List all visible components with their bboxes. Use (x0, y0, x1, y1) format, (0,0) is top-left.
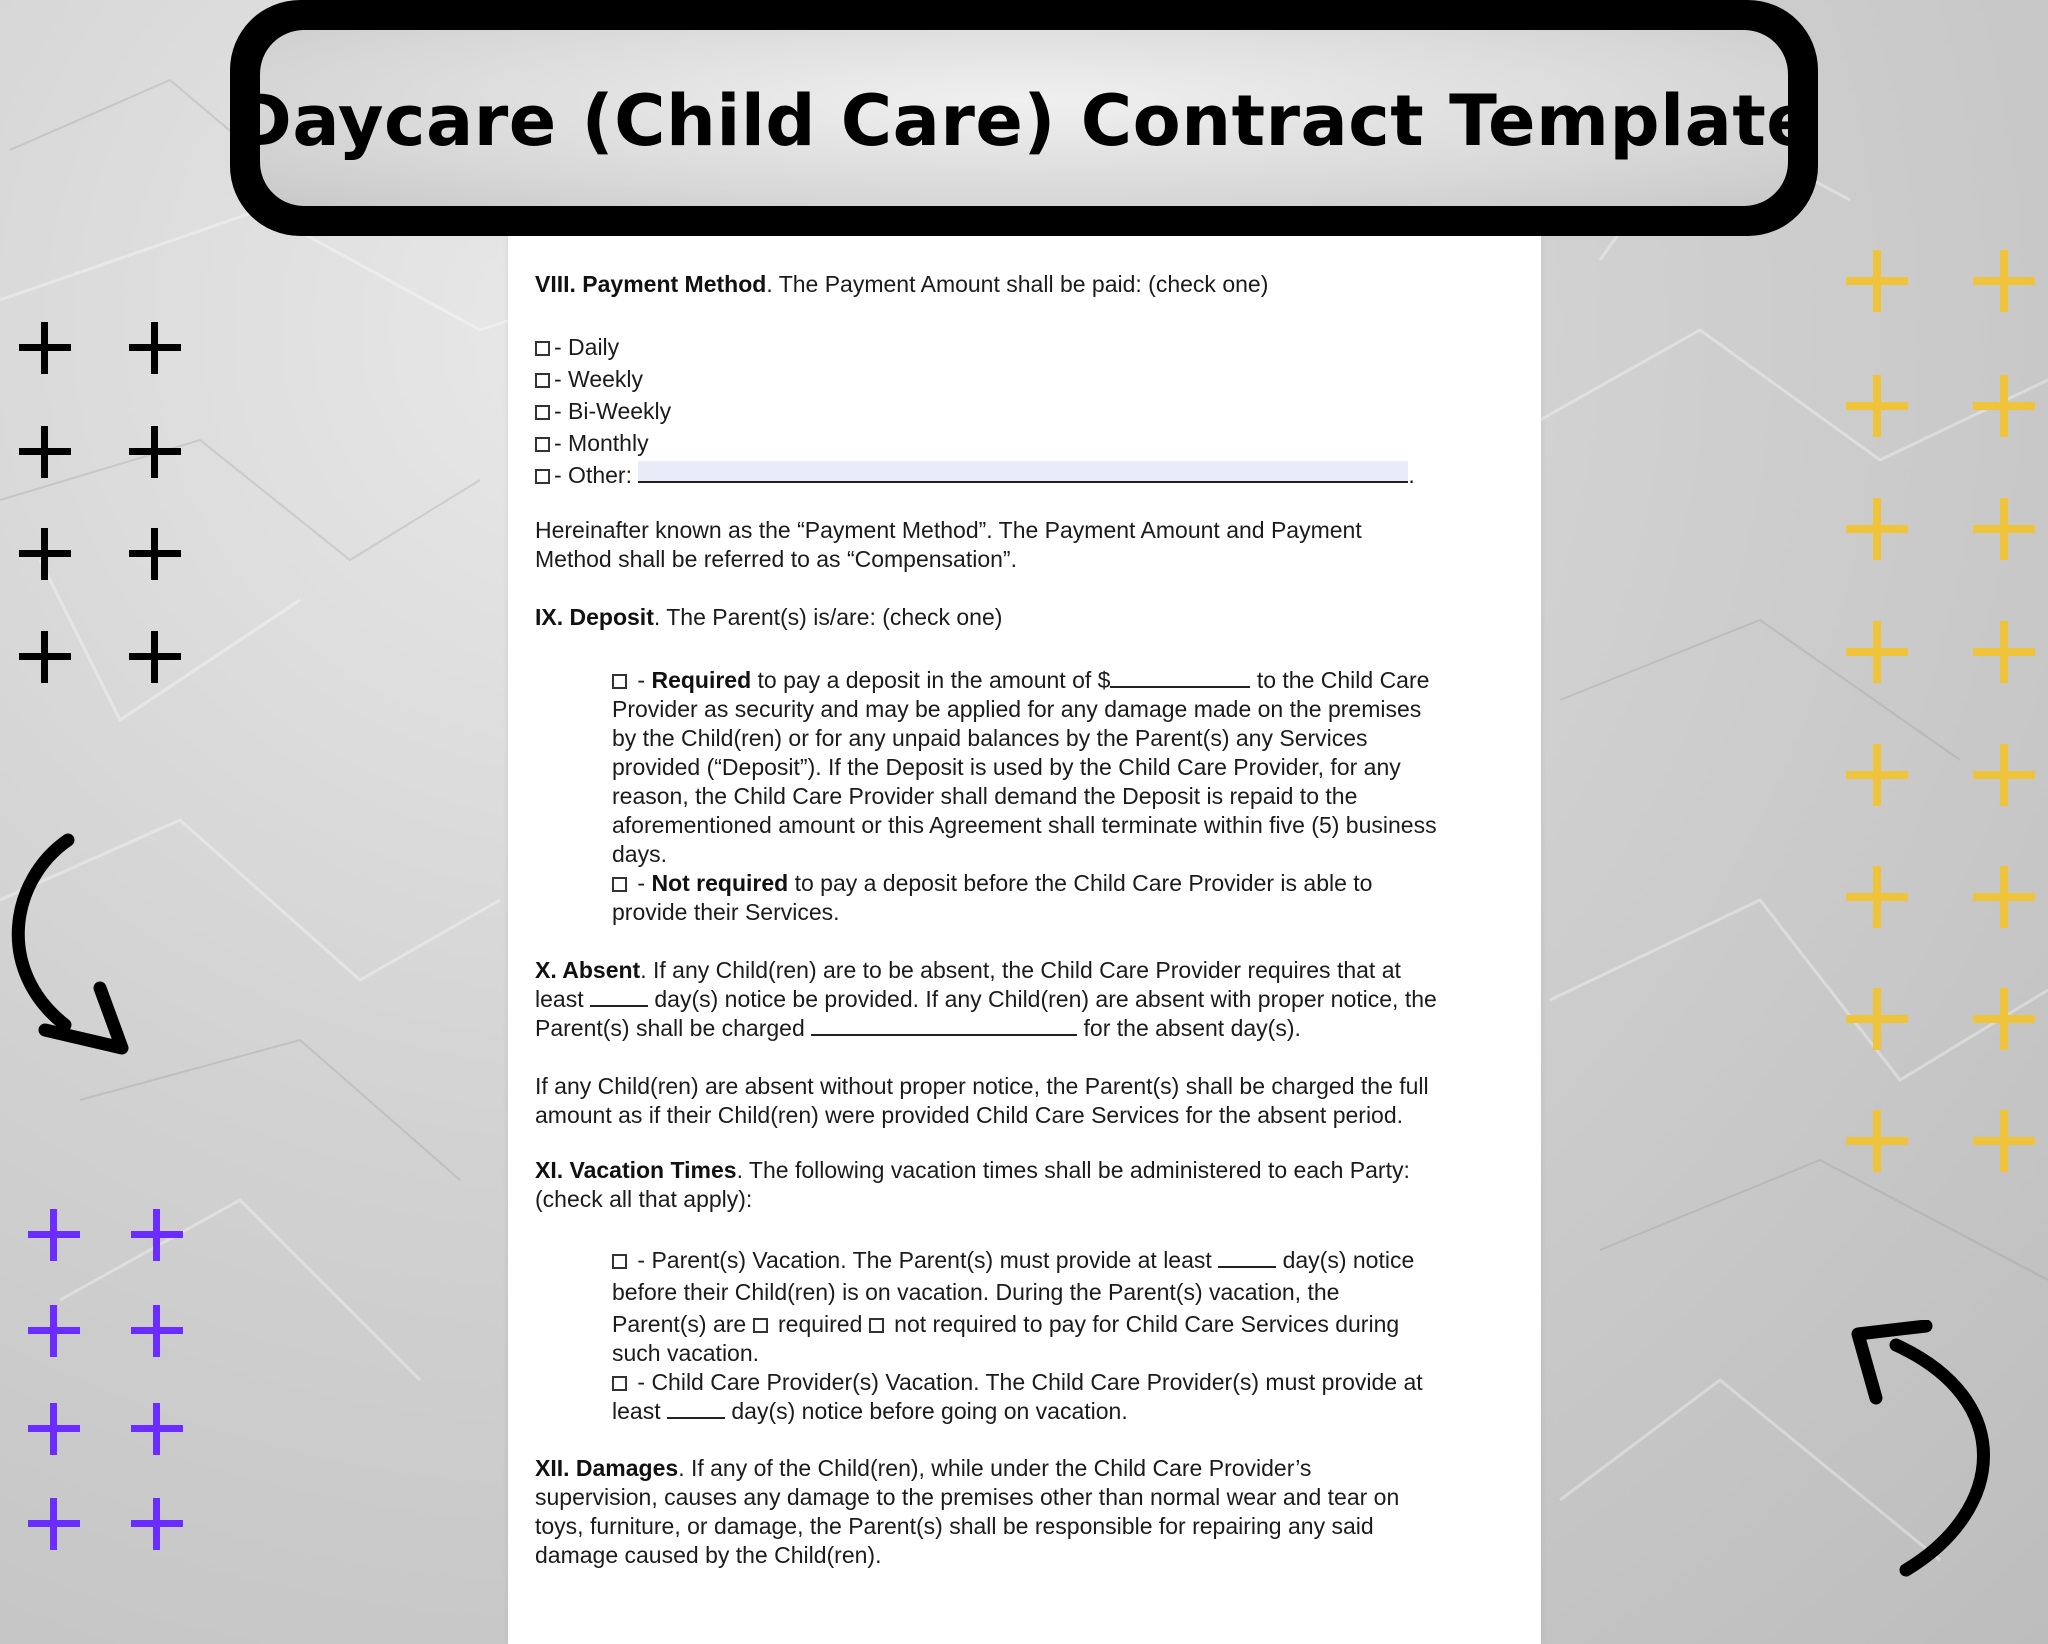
required-line: days. (612, 841, 667, 867)
section-text: . If any of the Child(ren), while under the Child Care Provider’s (678, 1455, 1312, 1481)
required-line: by the Child(ren) or for any unpaid balances by the Parent(s) any Services (612, 725, 1368, 751)
plus-icon (1846, 375, 1908, 437)
plus-icon (1846, 744, 1908, 806)
text: before their Child(ren) is on vacation. During the Parent(s) vacation, the (612, 1279, 1340, 1305)
plus-icon (131, 1305, 183, 1357)
text: required (771, 1311, 869, 1337)
plus-icon (1846, 988, 1908, 1050)
parent-vacation-option (612, 1246, 1525, 1368)
option-weekly (535, 365, 1525, 394)
section-heading: XI. Vacation Times (535, 1157, 737, 1183)
deposit-not-required-option (612, 869, 1525, 927)
plus-icon (129, 426, 181, 478)
section-text: . The Parent(s) is/are: (check one) (653, 604, 1003, 630)
provider-vacation-option (612, 1368, 1525, 1426)
section-heading: IX. Deposit (535, 604, 654, 630)
curved-arrow-icon (1846, 1320, 2016, 1580)
checkbox[interactable] (753, 1318, 768, 1333)
text: day(s) notice be provided. If any Child(ren) are absent with proper notice, the (647, 986, 1437, 1012)
required-line: reason, the Child Care Provider shall demand the Deposit is repaid to the (612, 783, 1358, 809)
section-text: . The following vacation times shall be administered to each Party: (736, 1157, 1410, 1183)
section-ix (535, 603, 1525, 632)
text: day(s) notice (1276, 1247, 1415, 1273)
not-required-line: provide their Services. (612, 899, 840, 925)
plus-icon (28, 1305, 80, 1357)
plus-icon (19, 426, 71, 478)
plus-icon (131, 1498, 183, 1550)
text: least (535, 986, 590, 1012)
page-title: Daycare (Child Care) Contract Template (233, 80, 1815, 162)
plus-icon (1846, 250, 1908, 312)
section-xii (535, 1454, 1525, 1483)
checkbox[interactable] (869, 1318, 884, 1333)
required-text: to pay a deposit in the amount of $ (751, 667, 1111, 693)
option-label: - Monthly (554, 430, 649, 456)
plus-icon (131, 1209, 183, 1261)
provider-notice-field[interactable] (667, 1397, 725, 1419)
plus-icon (28, 1498, 80, 1550)
text: - Parent(s) Vacation. The Parent(s) must provide at least (631, 1247, 1219, 1273)
section-heading: VIII. Payment Method (535, 271, 767, 297)
parent-notice-field[interactable] (1218, 1246, 1276, 1268)
section-heading: X. Absent (535, 957, 641, 983)
plus-icon (1973, 621, 2035, 683)
required-line: Provider as security and may be applied for any damage made on the premises (612, 696, 1422, 722)
text: - Child Care Provider(s) Vacation. The Child Care Provider(s) must provide at (631, 1369, 1423, 1395)
checkbox[interactable] (612, 674, 627, 689)
plus-icon (28, 1209, 80, 1261)
checkbox[interactable] (535, 437, 550, 452)
damages-line2: supervision, causes any damage to the premises other than normal wear and tear on (535, 1484, 1400, 1510)
section-xi (535, 1156, 1525, 1185)
option-prefix: - (631, 870, 652, 896)
plus-icon (129, 528, 181, 580)
option-daily (535, 333, 1525, 362)
section-viii (535, 270, 1525, 299)
payment-method-para-line2: Method shall be referred to as “Compensation”. (535, 546, 1017, 572)
plus-icon (1973, 744, 2035, 806)
option-label: - Weekly (554, 366, 644, 392)
checkbox[interactable] (612, 1254, 627, 1269)
required-label: Required (651, 667, 752, 693)
other-end: . (1408, 462, 1415, 488)
absent-para2-line2: amount as if their Child(ren) were provided Child Care Services for the absent period. (535, 1102, 1404, 1128)
damages-line4: damage caused by the Child(ren). (535, 1542, 882, 1568)
section-xi-line2: (check all that apply): (535, 1186, 753, 1212)
plus-icon (1973, 988, 2035, 1050)
checkbox[interactable] (612, 877, 627, 892)
checkbox[interactable] (535, 405, 550, 420)
plus-icon (1973, 1110, 2035, 1172)
option-label: - Bi-Weekly (554, 398, 672, 424)
plus-icon (129, 631, 181, 683)
option-label: - Daily (554, 334, 620, 360)
option-label: - Other: (554, 462, 632, 488)
checkbox[interactable] (612, 1376, 627, 1391)
curved-arrow-icon (0, 830, 140, 1060)
payment-method-para-line1: Hereinafter known as the “Payment Method”. The Payment Amount and Payment (535, 517, 1362, 543)
text: Parent(s) shall be charged (535, 1015, 812, 1041)
notice-days-field[interactable] (590, 985, 648, 1007)
plus-icon (1846, 498, 1908, 560)
checkbox[interactable] (535, 373, 550, 388)
plus-icon (28, 1403, 80, 1455)
plus-icon (1846, 621, 1908, 683)
deposit-amount-field[interactable] (1110, 666, 1250, 688)
absent-para2-line1: If any Child(ren) are absent without proper notice, the Parent(s) shall be charged the full (535, 1073, 1429, 1099)
plus-icon (1973, 498, 2035, 560)
option-monthly (535, 429, 1525, 458)
checkbox[interactable] (535, 469, 550, 484)
plus-icon (19, 631, 71, 683)
text: such vacation. (612, 1340, 760, 1366)
plus-icon (19, 322, 71, 374)
option-biweekly (535, 397, 1525, 426)
not-required-text: to pay a deposit before the Child Care Provider is able to (788, 870, 1373, 896)
document-content (535, 270, 1525, 1570)
title-banner (230, 0, 1818, 236)
deposit-required-option (612, 666, 1525, 869)
plus-icon (1973, 375, 2035, 437)
plus-icon (131, 1403, 183, 1455)
text: for the absent day(s). (1077, 1015, 1301, 1041)
text: not required to pay for Child Care Services during (887, 1311, 1400, 1337)
plus-icon (19, 528, 71, 580)
absent-line2 (535, 985, 1525, 1014)
text: least (612, 1398, 667, 1424)
plus-icon (129, 322, 181, 374)
section-text: . The Payment Amount shall be paid: (check one) (766, 271, 1269, 297)
not-required-label: Not required (651, 870, 789, 896)
other-input-field[interactable] (638, 461, 1408, 483)
section-heading: XII. Damages (535, 1455, 679, 1481)
required-line: provided (“Deposit”). If the Deposit is used by the Child Care Provider, for any (612, 754, 1401, 780)
plus-icon (1973, 250, 2035, 312)
plus-icon (1846, 866, 1908, 928)
absent-line3 (535, 1014, 1525, 1043)
plus-icon (1846, 1110, 1908, 1172)
section-x (535, 956, 1525, 985)
section-text: . If any Child(ren) are to be absent, the Child Care Provider requires that at (640, 957, 1401, 983)
option-other (535, 461, 1525, 490)
required-text-end: to the Child Care (1250, 667, 1430, 693)
option-prefix: - (631, 667, 652, 693)
document-page (508, 236, 1541, 1644)
text: Parent(s) are (612, 1311, 753, 1337)
text: day(s) notice before going on vacation. (724, 1398, 1128, 1424)
checkbox[interactable] (535, 341, 550, 356)
damages-line3: toys, furniture, or damage, the Parent(s) shall be responsible for repairing any said (535, 1513, 1374, 1539)
absent-charge-field[interactable] (811, 1014, 1077, 1036)
plus-icon (1973, 866, 2035, 928)
required-line: aforementioned amount or this Agreement shall terminate within five (5) business (612, 812, 1437, 838)
